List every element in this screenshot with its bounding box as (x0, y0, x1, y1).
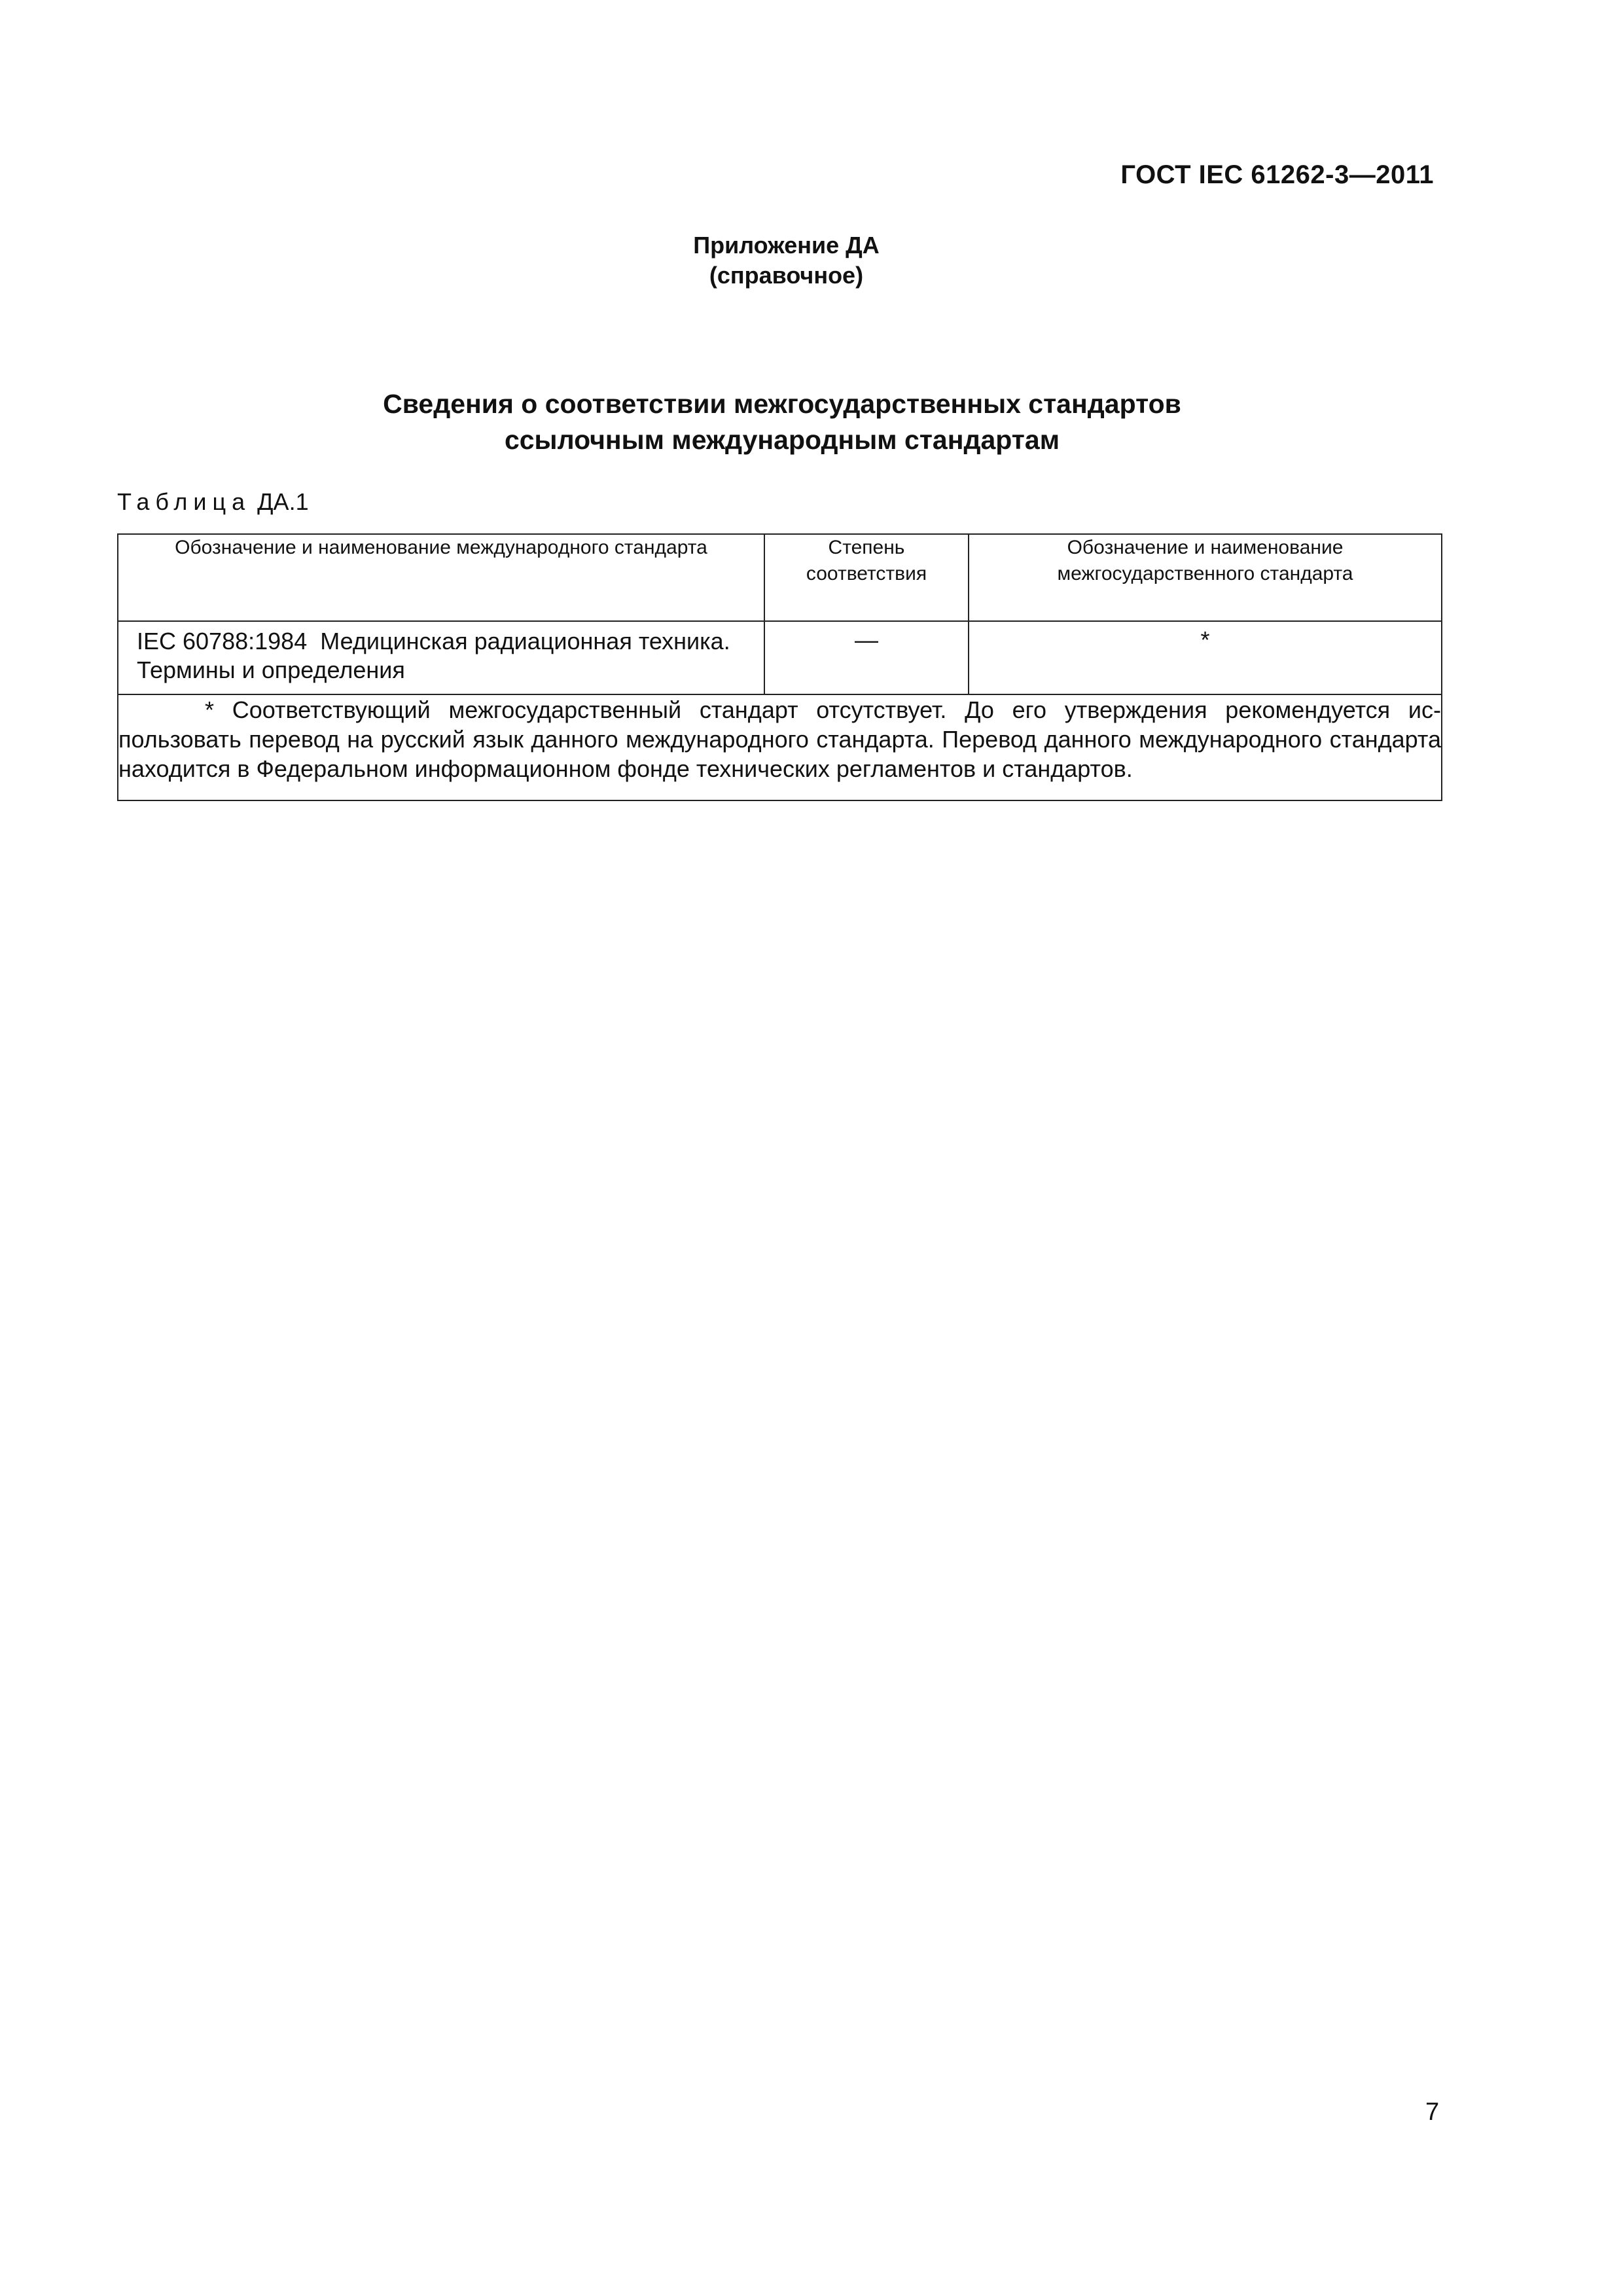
correspondence-table (117, 533, 1442, 801)
table-note-row (118, 694, 1442, 800)
column-header-interstate: Обозначение и наименование межгосударственного стандарта (969, 534, 1442, 621)
table-caption (117, 488, 309, 516)
section-title (0, 386, 1564, 458)
page-number: 7 (1425, 2098, 1440, 2126)
table-caption-number: ДА.1 (257, 488, 309, 515)
section-title-line-2: ссылочным международным стандартам (504, 425, 1060, 455)
international-standard-line-2: Термины и определения (137, 656, 405, 683)
table-caption-prefix: Таблица (117, 488, 251, 515)
cell-degree-of-correspondence: — (764, 621, 969, 694)
appendix-heading (0, 230, 1573, 291)
document-code: ГОСТ IEC 61262-3—2011 (1120, 160, 1434, 189)
table-row (118, 621, 1442, 694)
table-header-row (118, 534, 1442, 621)
cell-interstate-standard: * (969, 621, 1442, 694)
cell-international-standard (118, 621, 764, 694)
international-standard-line-1: IEC 60788:1984 Медицинская радиационная техника. (137, 628, 730, 655)
appendix-title: Приложение ДА (693, 232, 880, 259)
section-title-line-1: Сведения о соответствии межгосударственных стандартов (383, 389, 1181, 419)
table-footnote: * Соответствующий межгосударственный стандарт отсутствует. До его утверждения рекомендуется ис-пользовать перевод на русский язык данного международного стандарта. Перевод данного международного стандарта находится в Федеральном информационном фонде технических регламентов и стандартов. (118, 696, 1441, 782)
column-header-degree: Степень соответствия (764, 534, 969, 621)
column-header-international: Обозначение и наименование международного стандарта (118, 534, 764, 621)
table-note-cell (118, 694, 1442, 800)
appendix-subtitle: (справочное) (709, 262, 864, 289)
